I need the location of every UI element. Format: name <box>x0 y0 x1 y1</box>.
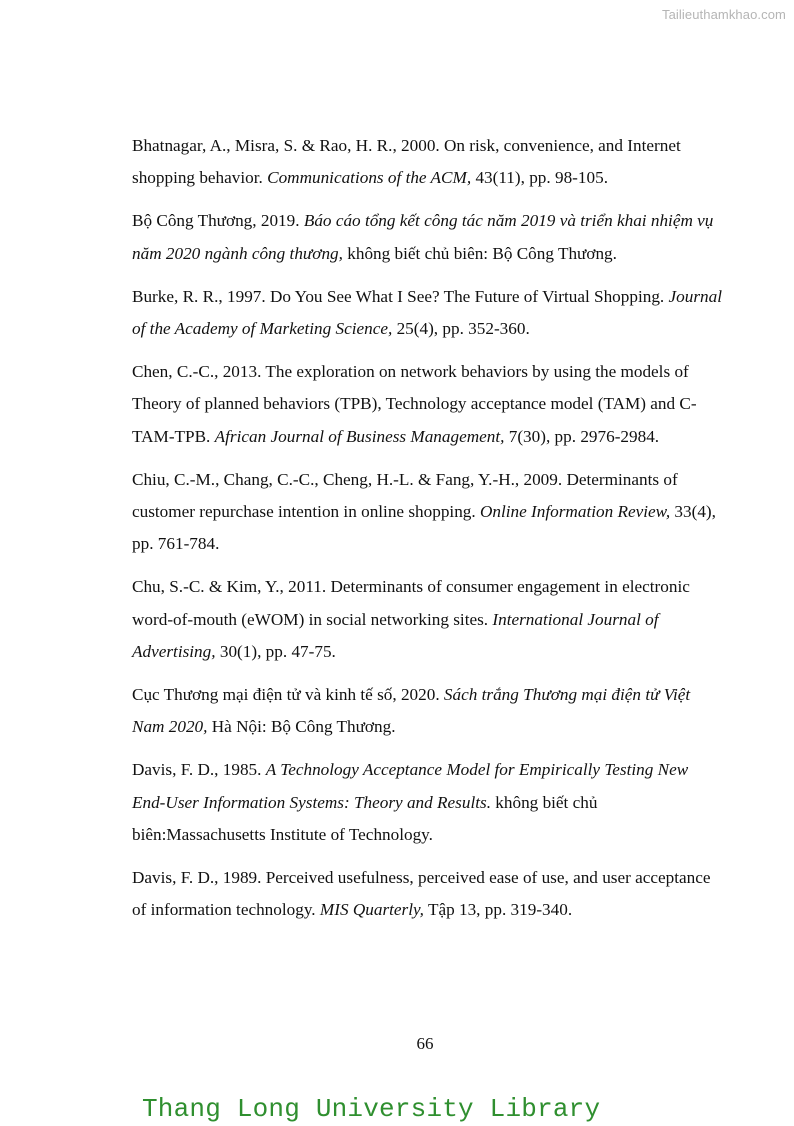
reference-entry <box>132 130 722 194</box>
reference-text: Burke, R. R., 1997. Do You See What I See? The Future of Virtual Shopping. <box>132 286 669 306</box>
reference-details: 43(11), pp. 98-105. <box>471 168 608 188</box>
reference-source: Báo cáo tổng kết công tác năm 2019 và triển khai nhiệm vụ năm 2020 ngành công thương, <box>132 211 714 263</box>
reference-text: Davis, F. D., 1985. <box>132 760 266 780</box>
reference-source: Journal of the Academy of Marketing Science, <box>132 286 722 339</box>
reference-entry <box>132 281 722 345</box>
reference-text: Bộ Công Thương, 2019. <box>132 211 304 231</box>
reference-details: 7(30), pp. 2976-2984. <box>504 426 660 446</box>
watermark: Tailieuthamkhao.com <box>661 7 786 22</box>
reference-text: Chen, C.-C., 2013. The exploration on network behaviors by using the models of Theory of planned behaviors (TPB), Technology acceptance model (TAM) and C-TAM-TPB. <box>132 362 697 446</box>
reference-text: Cục Thương mại điện tử và kinh tế số, 2020. <box>132 685 444 705</box>
reference-entry <box>132 754 722 851</box>
reference-source: Communications of the ACM, <box>267 168 472 188</box>
reference-source: A Technology Acceptance Model for Empirically Testing New End-User Information Systems: Theory and Results. <box>132 760 689 812</box>
reference-entry <box>132 679 722 743</box>
reference-source: International Journal of Advertising, <box>132 609 659 661</box>
page-number: 66 <box>416 1034 434 1053</box>
reference-details: không biết chủ biên:Massachusetts Institute of Technology. <box>132 792 598 844</box>
reference-text: Bhatnagar, A., Misra, S. & Rao, H. R., 2000. On risk, convenience, and Internet shopping behavior. <box>132 136 681 188</box>
reference-details: 33(4), pp. 761-784. <box>132 502 716 554</box>
reference-source: Sách trắng Thương mại điện tử Việt Nam 2020, <box>132 685 691 737</box>
reference-entry <box>132 205 722 269</box>
reference-text: Chiu, C.-M., Chang, C.-C., Cheng, H.-L. & Fang, Y.-H., 2009. Determinants of customer repurchase intention in online shopping. <box>132 469 678 522</box>
reference-details: Tập 13, pp. 319-340. <box>423 900 573 920</box>
reference-entry <box>132 356 722 453</box>
reference-source: MIS Quarterly, <box>319 900 424 920</box>
library-footer: Thang Long University Library <box>142 1094 601 1124</box>
reference-entry <box>132 464 722 561</box>
reference-entry <box>132 571 722 668</box>
reference-text: Chu, S.-C. & Kim, Y., 2011. Determinants of consumer engagement in electronic word-of-mouth (eWOM) in social networking sites. <box>132 577 690 629</box>
reference-list <box>132 130 722 937</box>
reference-entry <box>132 862 722 926</box>
reference-details: không biết chủ biên: Bộ Công Thương. <box>342 243 617 263</box>
reference-details: Hà Nội: Bộ Công Thương. <box>207 717 396 737</box>
reference-source: Online Information Review, <box>479 502 671 522</box>
reference-text: Davis, F. D., 1989. Perceived usefulness, perceived ease of use, and user acceptance of information technology. <box>132 868 711 920</box>
reference-source: African Journal of Business Management, <box>214 426 505 446</box>
reference-details: 30(1), pp. 47-75. <box>215 641 336 661</box>
reference-details: 25(4), pp. 352-360. <box>392 319 530 339</box>
